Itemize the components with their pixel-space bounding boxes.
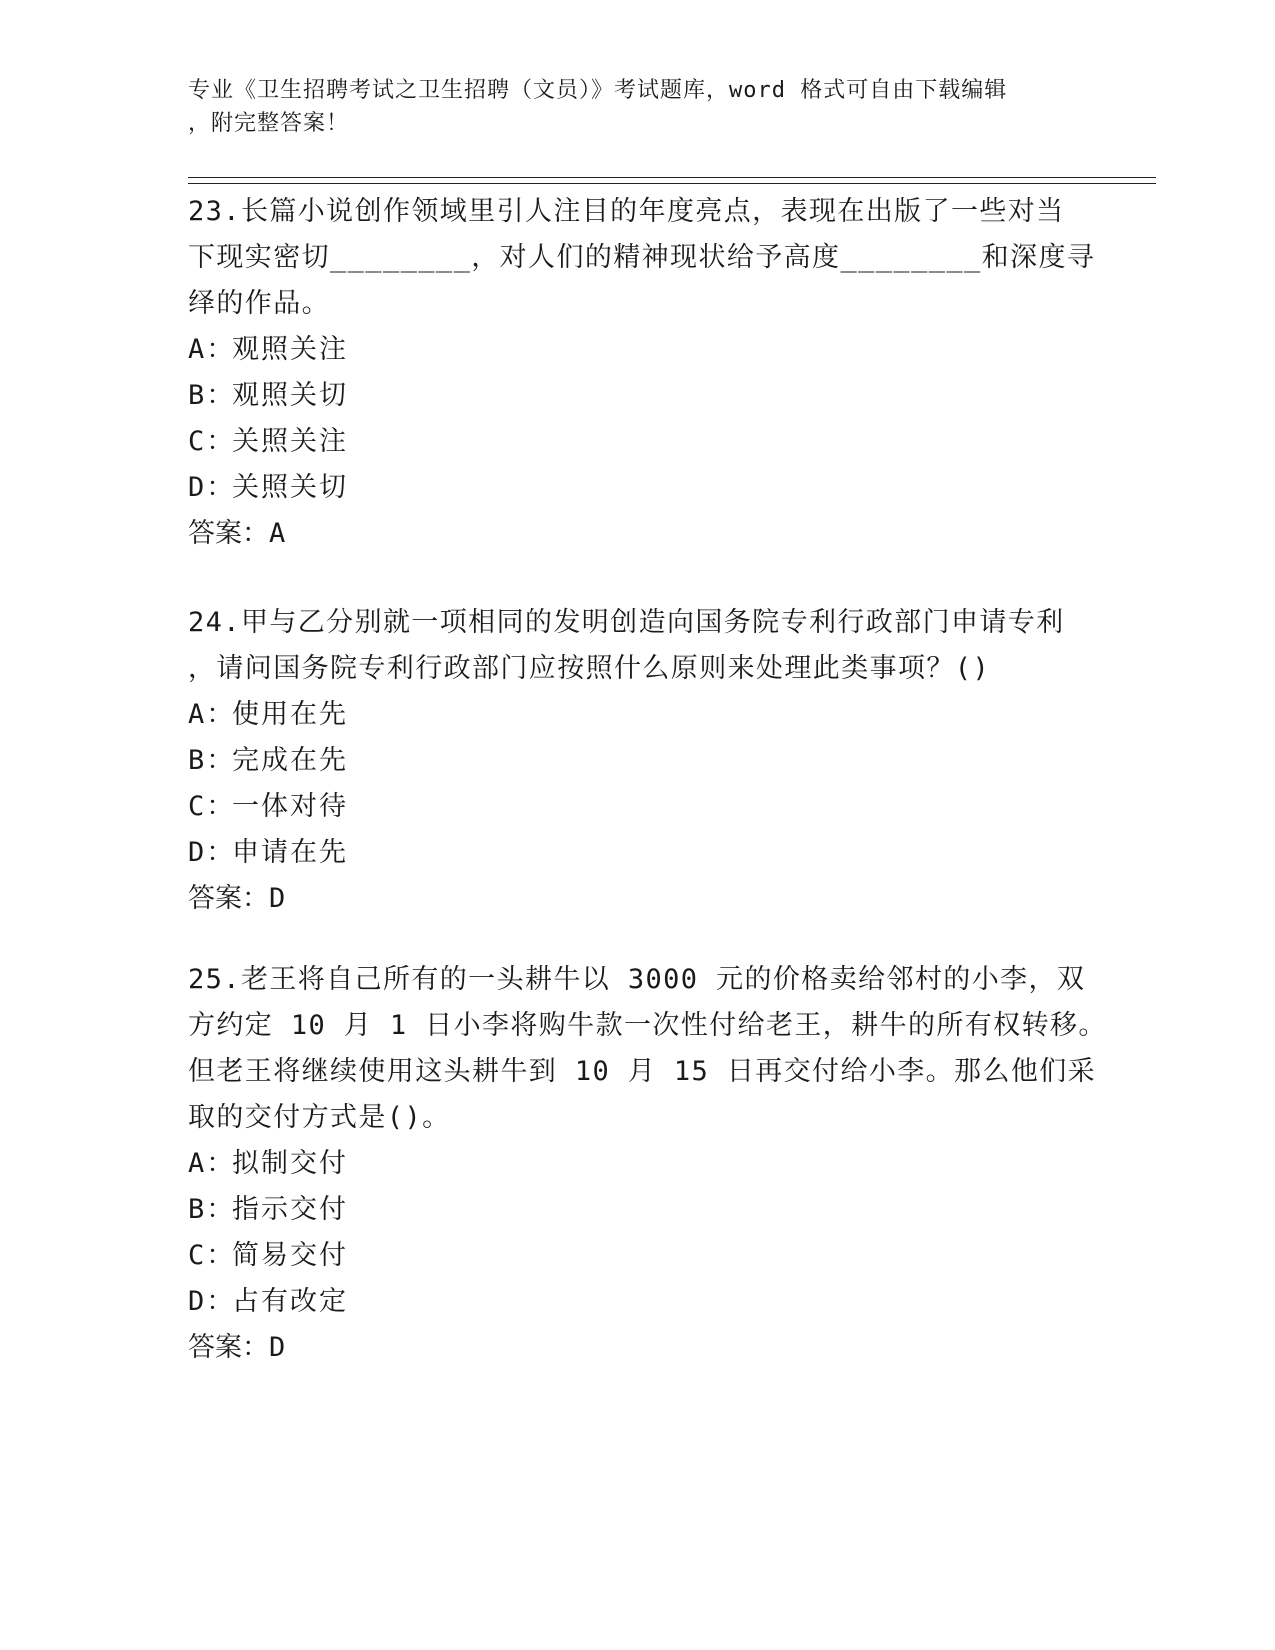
answer-value: D: [269, 883, 286, 914]
document-header: [188, 74, 1088, 140]
question-text-line: 但老王将继续使用这头耕牛到 10 月 15 日再交付给小李。那么他们采: [188, 1056, 1097, 1087]
question-24: [188, 600, 1088, 922]
answer-line: [188, 511, 1088, 557]
answer-line: [188, 1325, 1088, 1371]
answer-label: 答案：: [188, 1332, 269, 1363]
header-divider-bottom: [188, 183, 1156, 184]
option-key: B：: [188, 380, 236, 411]
answer-value: A: [269, 518, 286, 549]
option-text: 指示交付: [232, 1194, 348, 1225]
option-key: C：: [188, 1240, 236, 1271]
option-key: A：: [188, 1148, 236, 1179]
option-text: 申请在先: [232, 837, 348, 868]
header-line-2: ，附完整答案！: [188, 111, 350, 136]
option-key: B：: [188, 1194, 236, 1225]
question-text-line: 方约定 10 月 1 日小李将购牛款一次性付给老王，耕牛的所有权转移。: [188, 1010, 1107, 1041]
option-text: 关照关切: [232, 472, 348, 503]
option-a: [188, 1141, 1088, 1187]
option-key: C：: [188, 426, 236, 457]
option-text: 观照关注: [232, 334, 348, 365]
option-c: [188, 784, 1088, 830]
option-b: [188, 1187, 1088, 1233]
option-d: [188, 830, 1088, 876]
question-text-line: ，请问国务院专利行政部门应按照什么原则来处理此类事项？(): [188, 653, 991, 684]
option-text: 观照关切: [232, 380, 348, 411]
option-text: 占有改定: [232, 1286, 348, 1317]
answer-value: D: [269, 1332, 286, 1363]
option-text: 完成在先: [232, 745, 348, 776]
question-text-line: 取的交付方式是()。: [188, 1102, 451, 1133]
option-key: D：: [188, 1286, 236, 1317]
option-key: D：: [188, 837, 236, 868]
option-d: [188, 465, 1088, 511]
option-key: D：: [188, 472, 236, 503]
option-key: B：: [188, 745, 236, 776]
option-text: 拟制交付: [232, 1148, 348, 1179]
question-text-line: 下现实密切________，对人们的精神现状给予高度________和深度寻: [188, 242, 1096, 273]
option-key: A：: [188, 699, 236, 730]
option-a: [188, 692, 1088, 738]
option-key: C：: [188, 791, 236, 822]
question-23: [188, 189, 1096, 557]
question-text-line: 绎的作品。: [188, 288, 330, 319]
question-text-line: 25.老王将自己所有的一头耕牛以 3000 元的价格卖给邻村的小李，双: [188, 964, 1086, 995]
question-25: [188, 957, 1107, 1371]
option-text: 关照关注: [232, 426, 348, 457]
answer-label: 答案：: [188, 518, 269, 549]
question-text-line: 23.长篇小说创作领域里引人注目的年度亮点，表现在出版了一些对当: [188, 196, 1065, 227]
question-text-line: 24.甲与乙分别就一项相同的发明创造向国务院专利行政部门申请专利: [188, 607, 1065, 638]
option-a: [188, 327, 1088, 373]
header-divider-top: [188, 177, 1156, 178]
option-c: [188, 1233, 1088, 1279]
option-text: 一体对待: [232, 791, 348, 822]
header-line-1: 专业《卫生招聘考试之卫生招聘（文员）》考试题库，word 格式可自由下载编辑: [188, 78, 1008, 103]
option-key: A：: [188, 334, 236, 365]
option-d: [188, 1279, 1088, 1325]
option-c: [188, 419, 1088, 465]
option-text: 使用在先: [232, 699, 348, 730]
answer-label: 答案：: [188, 883, 269, 914]
option-b: [188, 373, 1088, 419]
answer-line: [188, 876, 1088, 922]
option-b: [188, 738, 1088, 784]
option-text: 简易交付: [232, 1240, 348, 1271]
